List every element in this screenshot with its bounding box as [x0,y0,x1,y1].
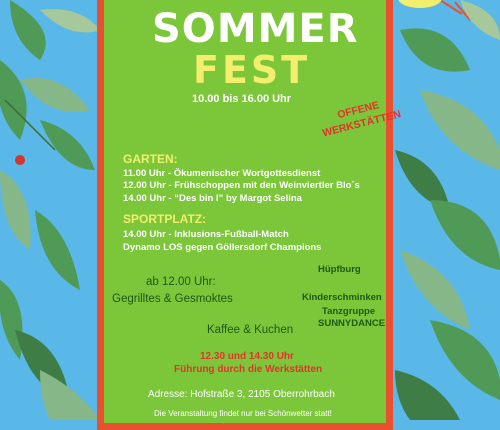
sportplatz-item-2: Dynamo LOS gegen Göllersdorf Champions [123,242,322,253]
garten-item-2: 12.00 Uhr - Frühschoppen mit den Weinviertler Blo´s [123,180,360,191]
sportplatz-heading: SPORTPLATZ: [123,212,207,226]
garten-item-3: 14.00 Uhr - “Des bin I” by Margot Selina [123,193,302,204]
activity-huepfburg: Hüpfburg [318,264,361,275]
open-workshops-badge: OFFENE WERKSTÄTTEN [321,99,403,140]
address: Adresse: Hofstraße 3, 2105 Oberrohrbach [148,389,335,400]
activity-tanzgruppe: Tanzgruppe [322,306,376,317]
title-sommer: SOMMER [152,6,359,52]
activity-sunnydance: SUNNYDANCE [318,318,386,329]
footer-note: Die Veranstaltung findet nur bei Schönwetter statt! [154,409,332,418]
garten-item-1: 11.00 Uhr - Ökumenischer Wortgottesdienst [123,168,321,179]
event-time: 10.00 bis 16.00 Uhr [192,93,292,105]
food-text: Gegrilltes & Gesmoktes [112,293,233,305]
cafe-text: Kaffee & Kuchen [207,324,294,336]
title-fest: FEST [193,48,311,92]
garten-heading: GARTEN: [123,152,178,166]
sportplatz-item-1: 14.00 Uhr - Inklusions-Fußball-Match [123,229,289,240]
tour-time: 12.30 und 14.30 Uhr [200,351,294,362]
tour-text: Führung durch die Werkstätten [174,364,323,375]
food-time: ab 12.00 Uhr: [146,276,216,288]
activity-kinderschminken: Kinderschminken [302,292,382,303]
